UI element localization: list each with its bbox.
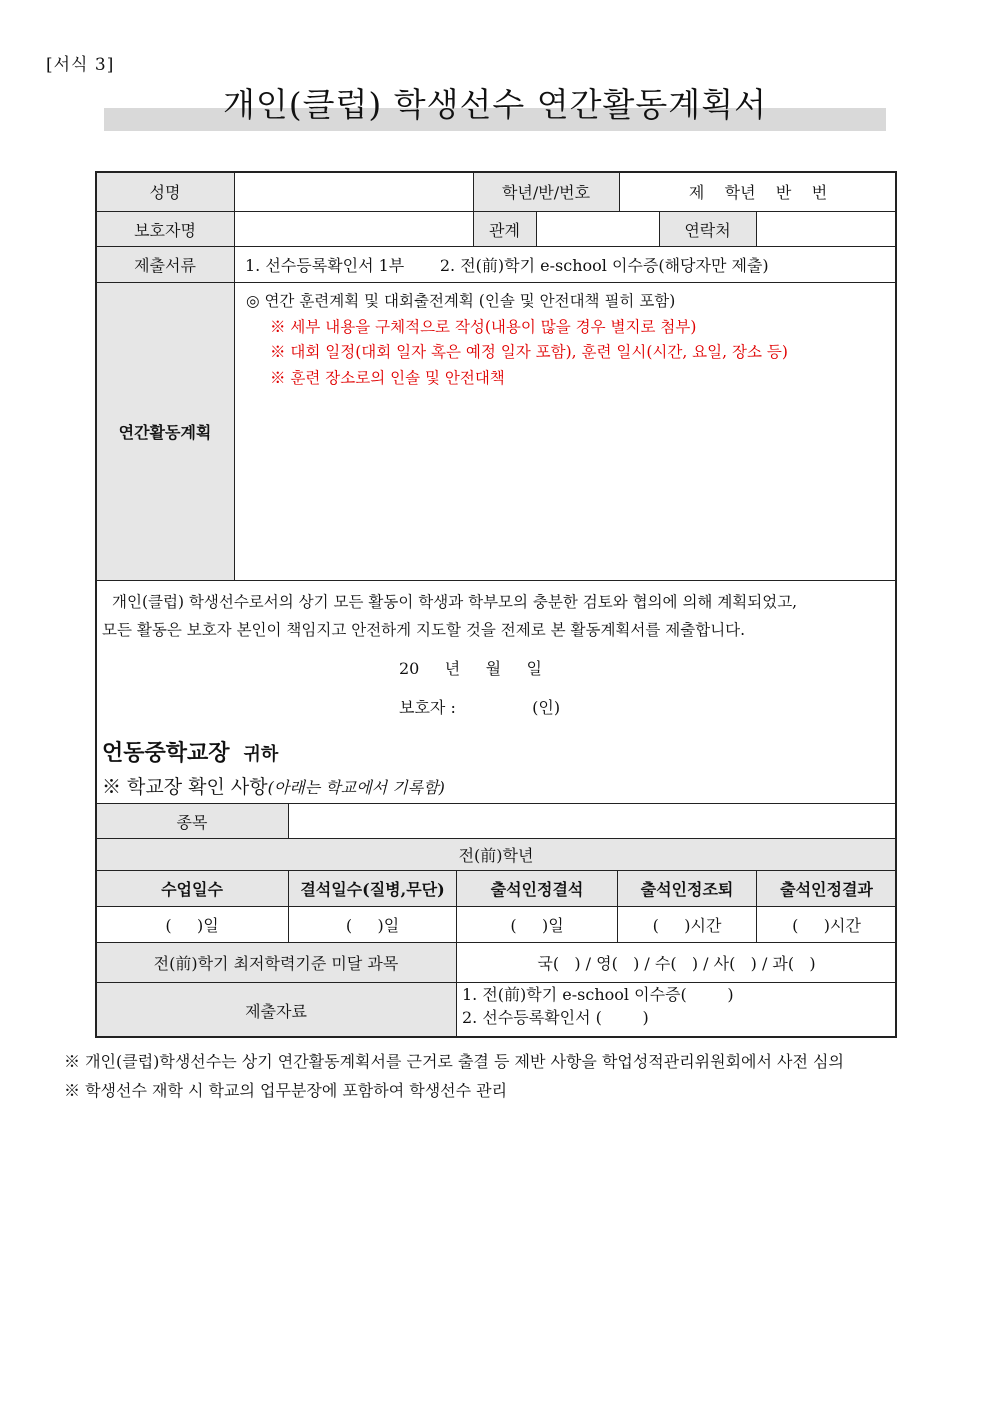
footnote: ※ 학생선수 재학 시 학교의 업무분장에 포함하여 학생선수 관리 <box>64 1081 508 1100</box>
plan-label: 연간활동계획 <box>118 423 212 442</box>
guardian-signature-line[interactable]: 보호자 : (인) <box>399 698 561 717</box>
form-number: [서식 3] <box>46 55 115 75</box>
min-standard-label: 전(前)학기 최저학력기준 미달 과목 <box>153 954 399 973</box>
plan-main-instruction: ◎ 연간 훈련계획 및 대회출전계획 (인솔 및 안전대책 필히 포함) <box>246 292 676 310</box>
attendance-value[interactable]: ( )일 <box>510 916 564 935</box>
title-block <box>104 82 886 132</box>
school-check-heading <box>102 772 445 799</box>
materials-list <box>457 983 896 1037</box>
date-line[interactable]: 20 년 월 일 <box>399 659 543 678</box>
materials-label: 제출자료 <box>245 1001 307 1021</box>
footnote: ※ 개인(클럽)학생선수는 상기 연간활동계획서를 근거로 출결 등 제반 사항을 학업성적관리위원회에서 사전 심의 <box>64 1052 844 1071</box>
attendance-value[interactable]: ( )시간 <box>792 916 861 935</box>
material-item[interactable]: 1. 전(前)학기 e-school 이수증( ) <box>462 985 734 1004</box>
column-header: 출석인정결석 <box>490 880 584 899</box>
addressee <box>102 736 278 767</box>
column-header: 출석인정결과 <box>780 880 873 899</box>
material-item[interactable]: 2. 선수등록확인서 ( ) <box>462 1008 649 1027</box>
plan-note: ※ 훈련 장소로의 인솔 및 안전대책 <box>270 368 505 387</box>
name-label: 성명 <box>149 183 181 202</box>
declaration <box>102 588 892 644</box>
min-standard-value[interactable]: 국( ) / 영( ) / 수( ) / 사( ) / 과( ) <box>537 954 816 973</box>
declaration-line: 개인(클럽) 학생선수로서의 상기 모든 활동이 학생과 학부모의 충분한 검토와 협의에 의해 계획되었고, <box>112 593 798 611</box>
sport-field[interactable] <box>289 804 896 838</box>
guardian-label: 보호자명 <box>134 220 196 240</box>
plan-note: ※ 대회 일정(대회 일자 혹은 예정 일자 포함), 훈련 일시(시간, 요일, 장소 등) <box>270 343 788 361</box>
plan-note: ※ 세부 내용을 구체적으로 작성(내용이 많을 경우 별지로 첨부) <box>270 317 697 336</box>
document-title: 개인(클럽) 학생선수 연간활동계획서 <box>223 85 767 124</box>
attendance-value[interactable]: ( )시간 <box>652 916 722 935</box>
school-check-subnote: (아래는 학교에서 기록함) <box>267 778 445 797</box>
docs-value: 1. 선수등록확인서 1부 2. 전(前)학기 e-school 이수증(해당자만 제출) <box>245 256 769 275</box>
school-check-title: ※ 학교장 확인 사항 <box>102 776 268 798</box>
column-header: 수업일수 <box>161 880 223 899</box>
column-header: 결석일수(질병,무단) <box>300 880 445 899</box>
sport-label: 종목 <box>176 812 208 832</box>
contact-field[interactable] <box>757 212 896 246</box>
relation-field[interactable] <box>537 212 659 246</box>
contact-label: 연락처 <box>684 220 731 240</box>
plan-instructions[interactable] <box>246 289 788 391</box>
school-principal: 언동중학교장 <box>102 740 230 766</box>
attendance-value[interactable]: ( )일 <box>165 916 219 935</box>
declaration-line: 모든 활동은 보호자 본인이 책임지고 안전하게 지도할 것을 전제로 본 활동계획서를 제출합니다. <box>102 621 746 639</box>
grade-field[interactable]: 제 학년 반 번 <box>688 183 828 202</box>
grade-label: 학년/반/번호 <box>501 183 591 202</box>
docs-label: 제출서류 <box>134 256 196 275</box>
guardian-field[interactable] <box>235 212 473 246</box>
attendance-value[interactable]: ( )일 <box>345 916 400 935</box>
name-field[interactable] <box>235 172 473 211</box>
honorific: 귀하 <box>243 744 279 765</box>
relation-label: 관계 <box>489 220 520 240</box>
column-header: 출석인정조퇴 <box>640 880 734 899</box>
prev-grade-label: 전(前)학년 <box>458 846 534 865</box>
